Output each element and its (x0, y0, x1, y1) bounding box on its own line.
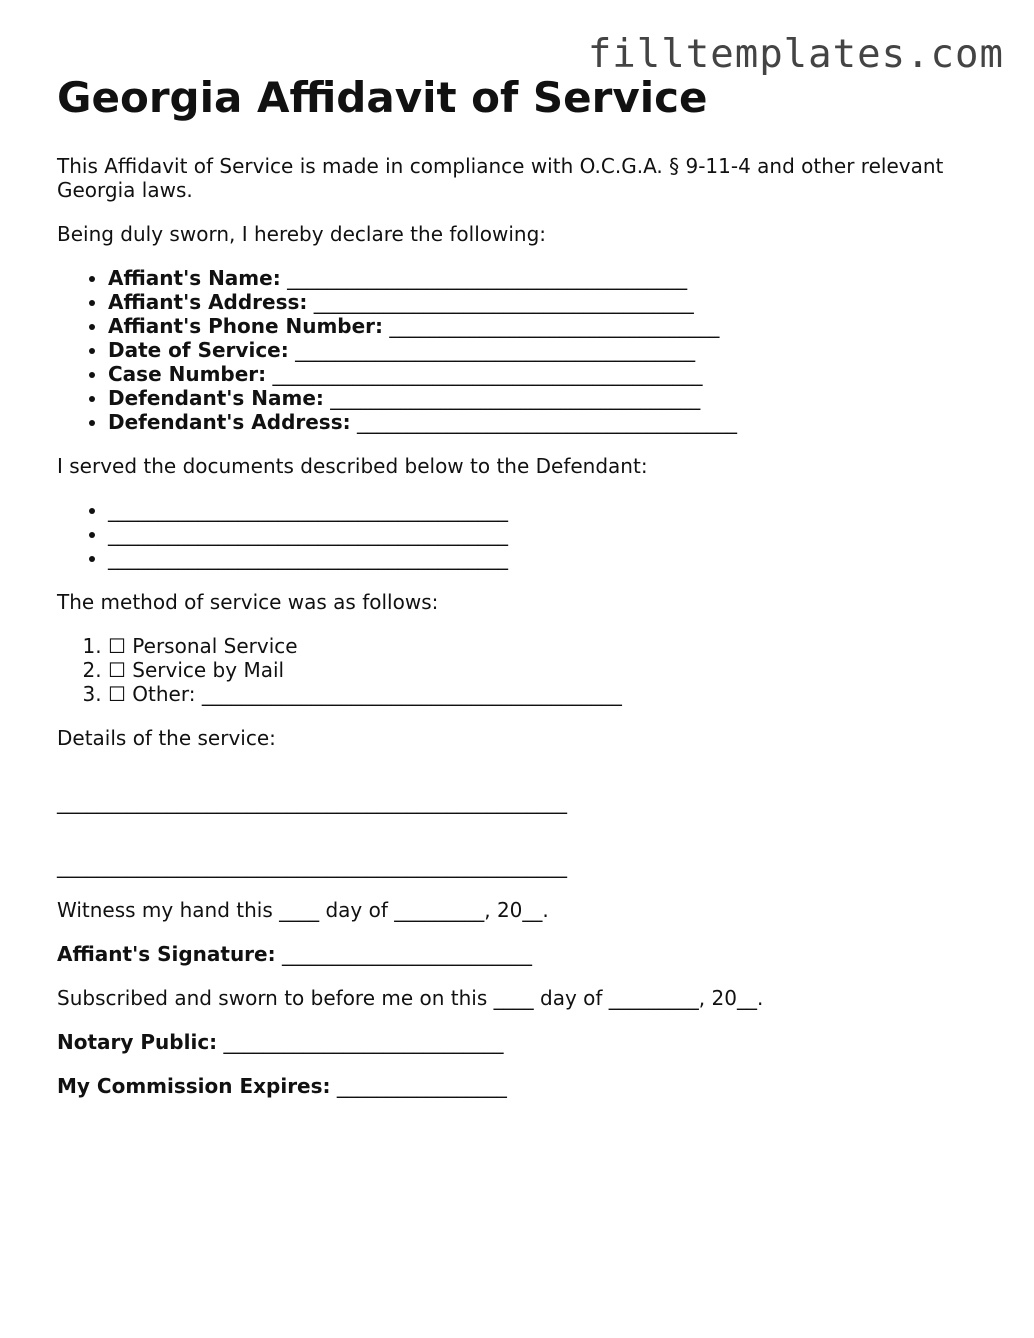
field-blank[interactable]: ______________________________________ (356, 410, 737, 434)
field-label: Affiant's Phone Number: (108, 314, 384, 338)
field-affiant-name (108, 266, 1007, 290)
details-spacer (57, 834, 1007, 854)
details-intro: Details of the service: (57, 726, 276, 750)
commission-blank[interactable]: _________________ (336, 1074, 507, 1098)
document-blank-3[interactable]: • ________________________________________ (108, 546, 1007, 570)
method-other[interactable]: 3. ☐ Other: __________________________________________ (108, 682, 1007, 706)
document-blank-1[interactable]: • ________________________________________ (108, 498, 1007, 522)
method-list (57, 634, 1007, 706)
field-label: Affiant's Address: (108, 290, 308, 314)
signature-label: Affiant's Signature: (57, 942, 276, 966)
method-personal-service[interactable]: 1. ☐ Personal Service (108, 634, 1007, 658)
intro-paragraph: This Affidavit of Service is made in compliance with O.C.G.A. § 9-11-4 and other relevant Georgia laws. (57, 154, 944, 202)
field-blank[interactable]: _____________________________________ (330, 386, 701, 410)
field-label: Case Number: (108, 362, 267, 386)
notary-label: Notary Public: (57, 1030, 218, 1054)
affiant-fields-list (57, 266, 1007, 434)
field-label: Affiant's Name: (108, 266, 281, 290)
field-blank[interactable]: ___________________________________________ (272, 362, 703, 386)
field-defendant-address (108, 410, 1007, 434)
page-title: Georgia Affidavit of Service (57, 73, 708, 122)
field-blank[interactable]: ________________________________________ (295, 338, 696, 362)
document-page (57, 72, 1007, 1118)
documents-list (57, 498, 1007, 570)
document-blank-2[interactable]: • ________________________________________ (108, 522, 1007, 546)
field-affiant-phone (108, 314, 1007, 338)
details-line-2[interactable]: ___________________________________________________ (57, 854, 567, 878)
field-blank[interactable]: ________________________________________ (287, 266, 688, 290)
witness-line: Witness my hand this ____ day of _________, 20__. (57, 898, 549, 922)
field-label: Defendant's Address: (108, 410, 351, 434)
field-label: Defendant's Name: (108, 386, 324, 410)
notary-blank[interactable]: ____________________________ (223, 1030, 504, 1054)
commission-label: My Commission Expires: (57, 1074, 331, 1098)
affiant-signature-line (57, 942, 1007, 966)
commission-line (57, 1074, 1007, 1098)
field-blank[interactable]: _________________________________ (389, 314, 720, 338)
declaration-paragraph: Being duly sworn, I hereby declare the following: (57, 222, 547, 246)
field-blank[interactable]: ______________________________________ (313, 290, 694, 314)
watermark: filltemplates.com (587, 32, 1004, 77)
details-spacer (57, 770, 1007, 790)
field-case-number (108, 362, 1007, 386)
field-date-of-service (108, 338, 1007, 362)
details-line-1[interactable]: ___________________________________________________ (57, 790, 567, 814)
subscribed-line: Subscribed and sworn to before me on this ____ day of _________, 20__. (57, 986, 764, 1010)
method-intro: The method of service was as follows: (57, 590, 439, 614)
field-affiant-address (108, 290, 1007, 314)
notary-line (57, 1030, 1007, 1054)
signature-blank[interactable]: _________________________ (281, 942, 532, 966)
method-service-by-mail[interactable]: 2. ☐ Service by Mail (108, 658, 1007, 682)
documents-intro: I served the documents described below to the Defendant: (57, 454, 648, 478)
field-defendant-name (108, 386, 1007, 410)
field-label: Date of Service: (108, 338, 289, 362)
